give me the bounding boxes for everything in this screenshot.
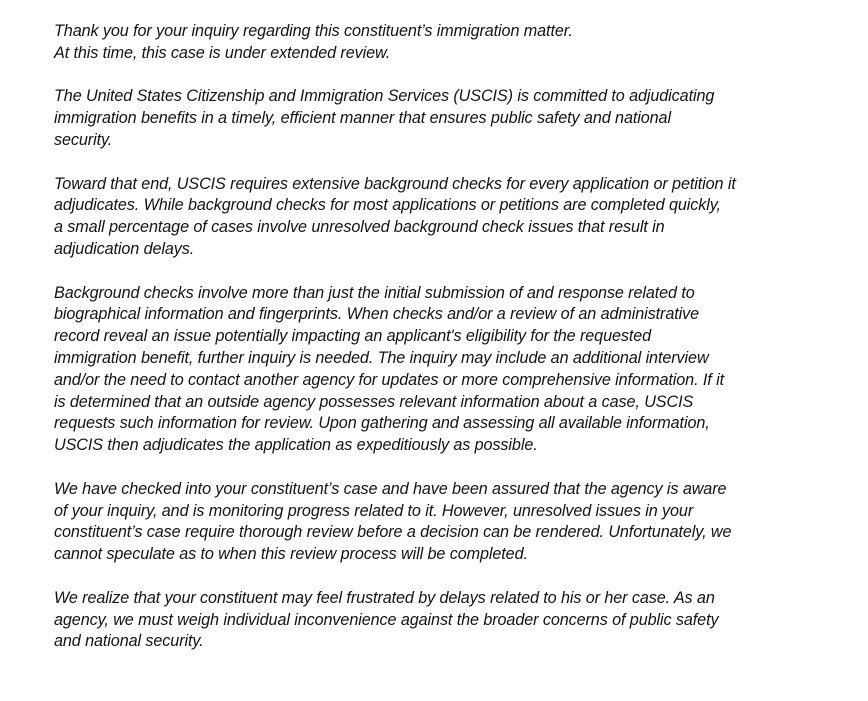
text-line: Toward that end, USCIS requires extensive background checks for every application or petition it (54, 174, 736, 193)
text-line: We have checked into your constituent’s case and have been assured that the agency is aware (54, 479, 727, 498)
text-line: constituent’s case require thorough review before a decision can be rendered. Unfortunately, we (54, 523, 732, 542)
text-line: requests such information for review. Upon gathering and assessing all available information, (54, 414, 710, 433)
text-line: Thank you for your inquiry regarding this constituent’s immigration matter. (54, 22, 573, 40)
paragraph-uscis-commitment (54, 86, 854, 151)
text-line: record reveal an issue potentially impacting an applicant's eligibility for the requested (54, 327, 652, 346)
paragraph-background-checks-detail (54, 283, 854, 457)
text-line: At this time, this case is under extended review. (54, 43, 391, 62)
text-line: immigration benefit, further inquiry is needed. The inquiry may include an additional interview (54, 348, 709, 367)
text-line: a small percentage of cases involve unresolved background check issues that result in (54, 218, 665, 237)
text-line: We realize that your constituent may feel frustrated by delays related to his or her case. As an (54, 588, 715, 607)
paragraph-background-checks-overview (54, 174, 854, 261)
text-line: security. (54, 130, 113, 149)
text-line: and national security. (54, 632, 204, 651)
paragraph-case-status (54, 479, 854, 566)
text-line: agency, we must weigh individual inconvenience against the broader concerns of public safety (54, 610, 719, 629)
text-line: and/or the need to contact another agency for updates or more comprehensive information. If it (54, 370, 724, 389)
paragraph-closing (54, 588, 854, 653)
text-line: adjudication delays. (54, 239, 195, 258)
text-line: The United States Citizenship and Immigration Services (USCIS) is committed to adjudicating (54, 87, 715, 106)
text-line: is determined that an outside agency possesses relevant information about a case, USCIS (54, 392, 694, 411)
paragraph-acknowledgement (54, 21, 854, 65)
letter-body (54, 21, 854, 675)
text-line: of your inquiry, and is monitoring progress related to it. However, unresolved issues in your (54, 501, 694, 520)
text-line: biographical information and fingerprints. When checks and/or a review of an administrative (54, 305, 700, 324)
text-line: immigration benefits in a timely, efficient manner that ensures public safety and national (54, 109, 671, 128)
text-line: Background checks involve more than just the initial submission of and response related to (54, 283, 695, 302)
text-line: USCIS then adjudicates the application as expeditiously as possible. (54, 436, 538, 455)
text-line: adjudicates. While background checks for most applications or petitions are completed quickly, (54, 196, 721, 215)
text-line: cannot speculate as to when this review process will be completed. (54, 545, 528, 564)
